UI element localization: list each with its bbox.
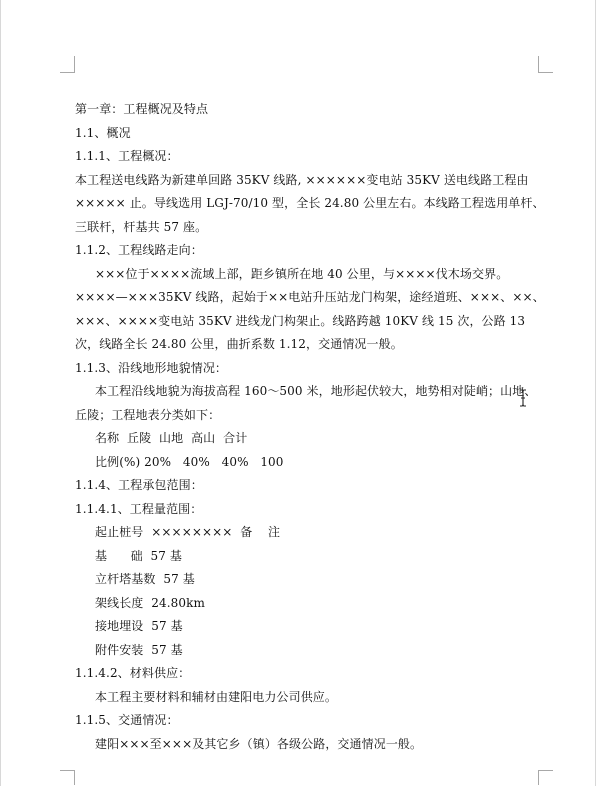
crop-mark-top-left — [60, 56, 75, 73]
paragraph-terrain: 本工程沿线地貌为海拔高程 160～500 米，地形起伏较大，地势相对陡峭；山地、丘陵；工程地表分类如下： — [75, 384, 537, 422]
terrain-table-names: 名称 丘陵 山地 高山 合计 — [95, 431, 248, 445]
heading-1-1-4-2: 1.1.4.2、材料供应： — [75, 666, 191, 680]
scope-foundation: 基 础 57 基 — [95, 548, 182, 563]
chapter-title: 第一章：工程概况及特点 — [75, 102, 209, 116]
page-edge-left — [0, 0, 1, 786]
paragraph-route: ×××位于××××流域上部，距乡镇所在地 40 公里，与××××伐木场交界。××××—×××35KV 线路，起始于××电站升压站龙门构架，途经道班、×××、××、×××、××××变电站 35KV 进线龙门构架止。线路跨越 10KV 线 15 次，公路 13 次，线路全长 24.80 公里，曲折系数 1.12，交通情况一般。 — [75, 266, 545, 351]
heading-1-1-5: 1.1.5、交通情况： — [75, 713, 179, 727]
crop-mark-top-right — [538, 56, 553, 73]
crop-mark-bottom-right — [538, 770, 553, 785]
terrain-table-ratios: 比例(%) 20% 40% 40% 100 — [95, 454, 284, 469]
paragraph-overview: 本工程送电线路为新建单回路 35KV 线路, ××××××变电站 35KV 送电线路工程由××××× 止。导线选用 LGJ-70/10 型，全长 24.80 公里左右。本线路工程选用单杆、三联杆，杆基共 57 座。 — [75, 172, 545, 234]
heading-1-1: 1.1、概况 — [75, 125, 131, 140]
heading-1-1-4-1: 1.1.4.1、工程量范围： — [75, 501, 203, 516]
text-cursor-icon — [519, 389, 527, 407]
document-body[interactable] — [75, 98, 545, 756]
heading-1-1-3: 1.1.3、沿线地形地貌情况： — [75, 360, 228, 375]
heading-1-1-1: 1.1.1、工程概况： — [75, 149, 179, 163]
heading-1-1-4: 1.1.4、工程承包范围： — [75, 478, 203, 492]
heading-1-1-2: 1.1.2、工程线路走向： — [75, 243, 203, 257]
crop-mark-bottom-left — [60, 770, 75, 785]
scope-line-length: 架线长度 24.80km — [95, 595, 205, 610]
paragraph-traffic: 建阳×××至×××及其它乡（镇）各级公路，交通情况一般。 — [95, 736, 423, 751]
scope-towers: 立杆塔基数 57 基 — [95, 572, 195, 586]
scope-grounding: 接地埋设 57 基 — [95, 619, 183, 633]
scope-header: 起止桩号 ×××××××× 备 注 — [95, 525, 281, 539]
scope-fittings: 附件安装 57 基 — [95, 642, 183, 657]
paragraph-materials: 本工程主要材料和辅材由建阳电力公司供应。 — [95, 689, 338, 704]
